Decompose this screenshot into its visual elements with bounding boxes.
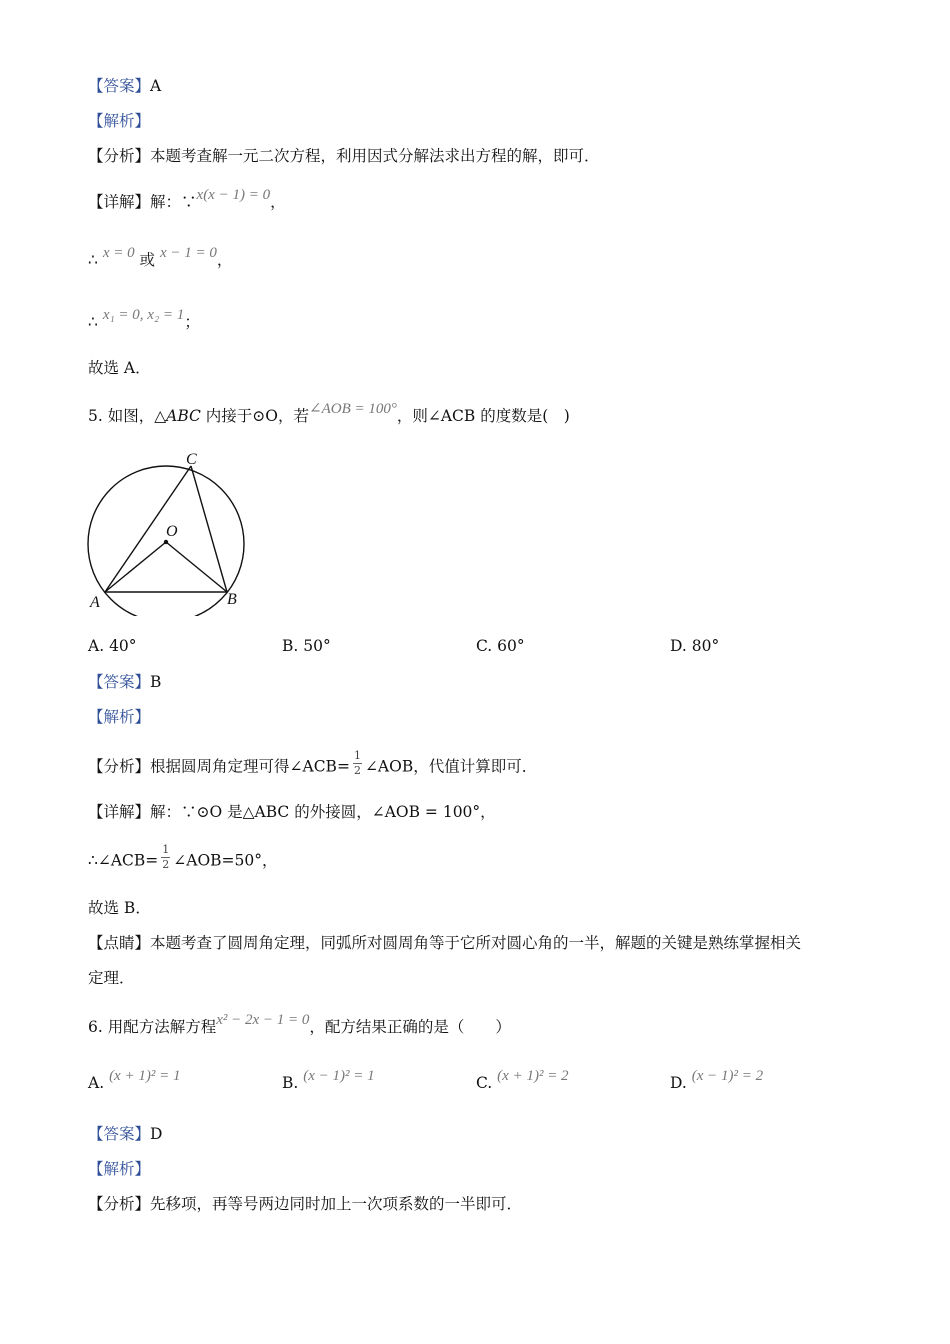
q4-step-2 [88,245,233,271]
side-bc [191,466,227,592]
comment-tag: 【点睛】 [88,934,151,952]
side-ac [105,466,191,592]
stem-equation: x² − 2x − 1 = 0 [216,1012,310,1028]
label-a: A [90,594,100,611]
stem-triangle: △ABC [154,407,201,425]
fraction-half [161,844,170,871]
stem-angle: ∠AOB = 100° [309,401,397,417]
detail-lead: 解：∵ [150,193,197,211]
equation-2-tail: ， [216,251,233,269]
q4-fenxi-line [88,146,600,166]
analysis-tag: 【解析】 [88,708,151,726]
q5-option-c[interactable] [476,637,525,655]
label-o: O [166,523,178,540]
fraction-numerator: 1 [353,749,361,762]
answer-value: A [150,77,162,95]
radius-ob [166,542,227,592]
option-key: C. [476,1074,493,1092]
q5-comment-line-2: 定理． [88,969,135,987]
fraction-denominator: 2 [162,858,170,871]
label-b: B [227,591,237,608]
fenxi-post: ∠AOB，代值计算即可． [364,757,538,776]
q5-option-b[interactable] [282,637,331,655]
option-text: (x + 1)² = 1 [109,1068,181,1084]
q6-option-b[interactable] [282,1068,375,1093]
answer-value: D [150,1125,163,1143]
fenxi-pre: 根据圆周角定理可得∠ACB= [150,757,350,776]
q5-option-a[interactable] [88,637,137,655]
option-key: B. [282,1074,299,1092]
circle-triangle-figure [80,446,260,616]
detail-tag: 【详解】 [88,193,151,211]
analysis-tag: 【解析】 [88,112,151,130]
option-text: 40° [109,637,137,655]
q6-fenxi-line [88,1194,522,1214]
q4-detail-line [88,187,286,213]
option-key: C. [476,637,493,655]
fenxi-text: 先移项，再等号两边同时加上一次项系数的一半即可． [150,1195,523,1213]
option-key: A. [88,1074,105,1092]
stem-pre: 6. 用配方法解方程 [88,1018,217,1036]
therefore-symbol: ∴ [88,313,98,331]
detail-text: 解：∵⊙O 是△ABC 的外接圆，∠AOB = 100°， [150,803,496,821]
fenxi-tag: 【分析】 [88,1195,151,1213]
q5-comment-line-1 [88,933,801,953]
fenxi-tag: 【分析】 [88,757,151,776]
fraction-numerator: 1 [162,843,170,856]
option-text: (x − 1)² = 2 [691,1068,764,1084]
option-key: B. [282,637,299,655]
answer-tag: 【答案】 [88,1125,151,1143]
option-text: 60° [497,637,525,655]
fenxi-tag: 【分析】 [88,147,151,165]
equation-2a: x = 0 [102,245,135,261]
stem-end: ，则∠ACB 的度数是( ) [396,407,570,425]
q6-analysis-line [88,1159,150,1179]
option-text: (x + 1)² = 2 [497,1068,569,1084]
q5-detail-line [88,802,496,822]
label-c: C [186,451,197,468]
q4-analysis-line [88,111,150,131]
q5-fenxi-line [88,749,538,781]
stem-mid: 内接于⊙O，若 [200,407,309,425]
q6-option-c[interactable] [476,1068,569,1093]
answer-value: B [150,673,162,691]
therefore-symbol: ∴ [88,251,98,269]
detail2-pre: ∴∠ACB= [88,851,159,870]
q6-stem [88,1012,511,1038]
q4-conclusion: 故选 A． [88,359,151,377]
comment-text: 本题考查了圆周角定理，同弧所对圆周角等于它所对圆心角的一半，解题的关键是熟练掌握相关 [150,934,802,952]
q5-option-d[interactable] [670,637,719,655]
stem-post: ，配方结果正确的是（ ） [309,1018,511,1036]
q4-answer-line [88,76,161,96]
stem-number: 5. 如图， [88,407,155,425]
q6-answer-line [88,1124,162,1144]
equation-1-tail: ， [270,193,286,211]
q5-conclusion: 故选 B． [88,899,151,917]
q5-analysis-line [88,707,150,727]
equation-2b: x − 1 = 0 [159,245,217,261]
option-text: (x − 1)² = 1 [303,1068,375,1084]
equation-3-tail: ； [184,313,200,331]
or-word: 或 [139,251,156,269]
option-key: D. [670,1074,687,1092]
detail2-post: ∠AOB=50°， [173,851,278,870]
option-key: A. [88,637,105,655]
fenxi-text: 本题考查解一元二次方程，利用因式分解法求出方程的解，即可． [150,147,600,165]
option-key: D. [670,637,687,655]
q6-option-a[interactable] [88,1068,181,1093]
fraction-half [353,750,362,777]
answer-tag: 【答案】 [88,77,151,95]
fraction-denominator: 2 [353,764,361,777]
q6-option-d[interactable] [670,1068,764,1093]
q5-stem [88,401,570,427]
q5-detail-step-2 [88,843,278,875]
option-text: 80° [691,637,720,655]
q5-answer-line [88,672,161,692]
answer-tag: 【答案】 [88,673,151,691]
radius-oa [105,542,166,592]
detail-tag: 【详解】 [88,803,151,821]
equation-3: x₁ = 0, x₂ = 1 [102,307,185,323]
option-text: 50° [303,637,331,655]
center-point [164,540,168,544]
q4-step-3 [88,307,200,333]
analysis-tag: 【解析】 [88,1160,151,1178]
equation-1: x(x − 1) = 0 [196,187,271,203]
